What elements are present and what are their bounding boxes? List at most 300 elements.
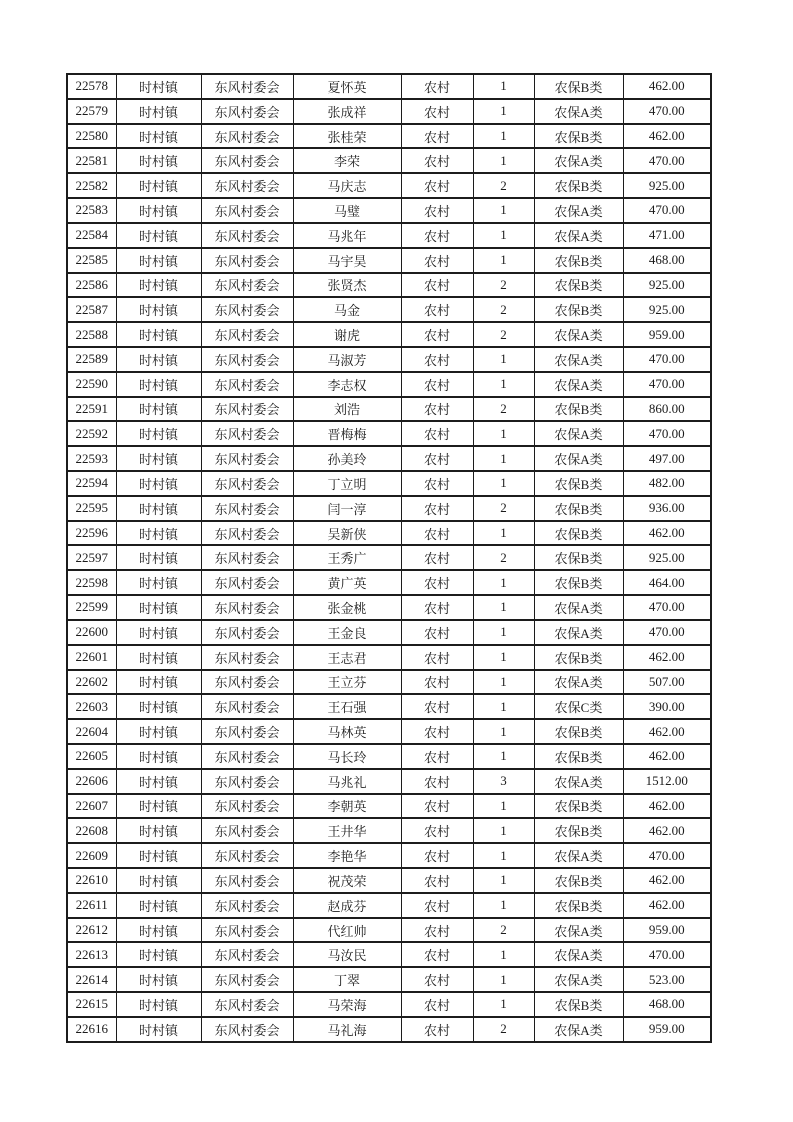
cell-serial-number: 22605 xyxy=(67,744,116,769)
cell-person-name: 马林英 xyxy=(293,719,401,744)
cell-person-count: 1 xyxy=(473,967,534,992)
cell-residence-type: 农村 xyxy=(401,397,473,422)
cell-residence-type: 农村 xyxy=(401,273,473,298)
cell-residence-type: 农村 xyxy=(401,992,473,1017)
cell-person-name: 马璧 xyxy=(293,198,401,223)
cell-town: 时村镇 xyxy=(116,918,201,943)
cell-serial-number: 22597 xyxy=(67,545,116,570)
table-row xyxy=(67,297,711,322)
cell-person-name: 马长玲 xyxy=(293,744,401,769)
cell-serial-number: 22580 xyxy=(67,124,116,149)
cell-insurance-category: 农保B类 xyxy=(534,794,623,819)
table-row xyxy=(67,99,711,124)
cell-insurance-category: 农保B类 xyxy=(534,818,623,843)
cell-person-count: 1 xyxy=(473,570,534,595)
cell-person-count: 1 xyxy=(473,372,534,397)
cell-amount: 462.00 xyxy=(623,74,711,99)
cell-insurance-category: 农保B类 xyxy=(534,521,623,546)
cell-serial-number: 22598 xyxy=(67,570,116,595)
cell-person-count: 1 xyxy=(473,99,534,124)
cell-serial-number: 22582 xyxy=(67,173,116,198)
cell-person-count: 1 xyxy=(473,694,534,719)
cell-residence-type: 农村 xyxy=(401,545,473,570)
cell-serial-number: 22595 xyxy=(67,496,116,521)
table-row xyxy=(67,397,711,422)
cell-amount: 468.00 xyxy=(623,248,711,273)
cell-insurance-category: 农保A类 xyxy=(534,843,623,868)
cell-person-name: 刘浩 xyxy=(293,397,401,422)
cell-town: 时村镇 xyxy=(116,1017,201,1042)
table-row xyxy=(67,967,711,992)
cell-person-count: 2 xyxy=(473,918,534,943)
cell-residence-type: 农村 xyxy=(401,769,473,794)
cell-village-committee: 东风村委会 xyxy=(201,173,293,198)
cell-insurance-category: 农保A类 xyxy=(534,620,623,645)
cell-person-count: 1 xyxy=(473,124,534,149)
cell-residence-type: 农村 xyxy=(401,421,473,446)
table-row xyxy=(67,918,711,943)
cell-serial-number: 22593 xyxy=(67,446,116,471)
cell-residence-type: 农村 xyxy=(401,446,473,471)
cell-person-count: 1 xyxy=(473,248,534,273)
cell-amount: 497.00 xyxy=(623,446,711,471)
table-row xyxy=(67,719,711,744)
cell-person-count: 2 xyxy=(473,1017,534,1042)
cell-person-name: 李荣 xyxy=(293,148,401,173)
cell-serial-number: 22609 xyxy=(67,843,116,868)
cell-insurance-category: 农保B类 xyxy=(534,297,623,322)
cell-amount: 470.00 xyxy=(623,99,711,124)
cell-town: 时村镇 xyxy=(116,818,201,843)
table-row xyxy=(67,818,711,843)
cell-person-count: 1 xyxy=(473,347,534,372)
cell-amount: 925.00 xyxy=(623,173,711,198)
cell-serial-number: 22590 xyxy=(67,372,116,397)
cell-person-name: 王石强 xyxy=(293,694,401,719)
cell-serial-number: 22596 xyxy=(67,521,116,546)
cell-village-committee: 东风村委会 xyxy=(201,570,293,595)
cell-serial-number: 22600 xyxy=(67,620,116,645)
payment-roster-table xyxy=(66,73,712,1043)
cell-amount: 464.00 xyxy=(623,570,711,595)
cell-town: 时村镇 xyxy=(116,992,201,1017)
cell-residence-type: 农村 xyxy=(401,347,473,372)
cell-insurance-category: 农保A类 xyxy=(534,446,623,471)
cell-town: 时村镇 xyxy=(116,322,201,347)
cell-insurance-category: 农保A类 xyxy=(534,347,623,372)
cell-village-committee: 东风村委会 xyxy=(201,620,293,645)
cell-person-count: 1 xyxy=(473,471,534,496)
cell-insurance-category: 农保A类 xyxy=(534,322,623,347)
cell-person-name: 黄广英 xyxy=(293,570,401,595)
cell-person-count: 2 xyxy=(473,273,534,298)
cell-village-committee: 东风村委会 xyxy=(201,992,293,1017)
cell-town: 时村镇 xyxy=(116,74,201,99)
cell-person-name: 马兆年 xyxy=(293,223,401,248)
cell-person-name: 闫一淳 xyxy=(293,496,401,521)
cell-person-name: 王志君 xyxy=(293,645,401,670)
table-row xyxy=(67,570,711,595)
table-row xyxy=(67,794,711,819)
cell-village-committee: 东风村委会 xyxy=(201,694,293,719)
table-row xyxy=(67,769,711,794)
table-row xyxy=(67,124,711,149)
table-row xyxy=(67,868,711,893)
cell-insurance-category: 农保A类 xyxy=(534,99,623,124)
cell-amount: 470.00 xyxy=(623,421,711,446)
cell-town: 时村镇 xyxy=(116,99,201,124)
cell-serial-number: 22603 xyxy=(67,694,116,719)
cell-village-committee: 东风村委会 xyxy=(201,521,293,546)
cell-village-committee: 东风村委会 xyxy=(201,496,293,521)
cell-town: 时村镇 xyxy=(116,868,201,893)
cell-town: 时村镇 xyxy=(116,446,201,471)
cell-residence-type: 农村 xyxy=(401,1017,473,1042)
cell-insurance-category: 农保A类 xyxy=(534,198,623,223)
cell-insurance-category: 农保B类 xyxy=(534,124,623,149)
cell-amount: 471.00 xyxy=(623,223,711,248)
cell-village-committee: 东风村委会 xyxy=(201,124,293,149)
cell-town: 时村镇 xyxy=(116,719,201,744)
cell-serial-number: 22610 xyxy=(67,868,116,893)
cell-village-committee: 东风村委会 xyxy=(201,843,293,868)
cell-insurance-category: 农保A类 xyxy=(534,769,623,794)
cell-person-name: 祝茂荣 xyxy=(293,868,401,893)
cell-village-committee: 东风村委会 xyxy=(201,148,293,173)
cell-town: 时村镇 xyxy=(116,496,201,521)
cell-person-count: 2 xyxy=(473,545,534,570)
cell-amount: 936.00 xyxy=(623,496,711,521)
cell-village-committee: 东风村委会 xyxy=(201,942,293,967)
cell-town: 时村镇 xyxy=(116,124,201,149)
cell-residence-type: 农村 xyxy=(401,620,473,645)
cell-amount: 925.00 xyxy=(623,297,711,322)
cell-amount: 468.00 xyxy=(623,992,711,1017)
cell-person-count: 1 xyxy=(473,421,534,446)
cell-residence-type: 农村 xyxy=(401,570,473,595)
cell-town: 时村镇 xyxy=(116,273,201,298)
cell-serial-number: 22612 xyxy=(67,918,116,943)
cell-insurance-category: 农保B类 xyxy=(534,397,623,422)
cell-person-count: 2 xyxy=(473,297,534,322)
table-row xyxy=(67,198,711,223)
cell-insurance-category: 农保A类 xyxy=(534,1017,623,1042)
cell-village-committee: 东风村委会 xyxy=(201,198,293,223)
cell-insurance-category: 农保B类 xyxy=(534,74,623,99)
cell-insurance-category: 农保B类 xyxy=(534,893,623,918)
cell-residence-type: 农村 xyxy=(401,818,473,843)
cell-amount: 470.00 xyxy=(623,595,711,620)
cell-amount: 523.00 xyxy=(623,967,711,992)
cell-serial-number: 22591 xyxy=(67,397,116,422)
cell-residence-type: 农村 xyxy=(401,843,473,868)
cell-town: 时村镇 xyxy=(116,173,201,198)
cell-residence-type: 农村 xyxy=(401,496,473,521)
cell-insurance-category: 农保A类 xyxy=(534,421,623,446)
cell-person-name: 李艳华 xyxy=(293,843,401,868)
cell-village-committee: 东风村委会 xyxy=(201,967,293,992)
cell-insurance-category: 农保A类 xyxy=(534,223,623,248)
cell-amount: 390.00 xyxy=(623,694,711,719)
cell-amount: 959.00 xyxy=(623,322,711,347)
cell-town: 时村镇 xyxy=(116,372,201,397)
cell-person-count: 2 xyxy=(473,496,534,521)
cell-town: 时村镇 xyxy=(116,198,201,223)
cell-amount: 470.00 xyxy=(623,843,711,868)
table-row xyxy=(67,1017,711,1042)
cell-person-name: 马荣海 xyxy=(293,992,401,1017)
cell-amount: 860.00 xyxy=(623,397,711,422)
table-row xyxy=(67,645,711,670)
cell-town: 时村镇 xyxy=(116,620,201,645)
table-row xyxy=(67,694,711,719)
cell-town: 时村镇 xyxy=(116,645,201,670)
cell-person-count: 1 xyxy=(473,719,534,744)
cell-village-committee: 东风村委会 xyxy=(201,99,293,124)
cell-residence-type: 农村 xyxy=(401,372,473,397)
cell-insurance-category: 农保B类 xyxy=(534,545,623,570)
table-row xyxy=(67,273,711,298)
cell-village-committee: 东风村委会 xyxy=(201,223,293,248)
cell-town: 时村镇 xyxy=(116,794,201,819)
cell-person-count: 1 xyxy=(473,670,534,695)
cell-village-committee: 东风村委会 xyxy=(201,297,293,322)
cell-amount: 470.00 xyxy=(623,372,711,397)
table-row xyxy=(67,446,711,471)
table-body xyxy=(67,74,711,1042)
cell-town: 时村镇 xyxy=(116,148,201,173)
cell-person-count: 1 xyxy=(473,893,534,918)
table-row xyxy=(67,521,711,546)
cell-person-count: 2 xyxy=(473,397,534,422)
cell-serial-number: 22602 xyxy=(67,670,116,695)
cell-town: 时村镇 xyxy=(116,471,201,496)
cell-person-name: 夏怀英 xyxy=(293,74,401,99)
cell-person-count: 1 xyxy=(473,843,534,868)
cell-amount: 470.00 xyxy=(623,942,711,967)
cell-serial-number: 22579 xyxy=(67,99,116,124)
table-row xyxy=(67,322,711,347)
cell-amount: 1512.00 xyxy=(623,769,711,794)
cell-person-name: 马汝民 xyxy=(293,942,401,967)
cell-person-name: 代红帅 xyxy=(293,918,401,943)
cell-residence-type: 农村 xyxy=(401,893,473,918)
cell-person-name: 孙美玲 xyxy=(293,446,401,471)
cell-residence-type: 农村 xyxy=(401,471,473,496)
cell-insurance-category: 农保A类 xyxy=(534,372,623,397)
cell-person-count: 2 xyxy=(473,173,534,198)
cell-town: 时村镇 xyxy=(116,942,201,967)
cell-person-count: 3 xyxy=(473,769,534,794)
cell-person-name: 马庆志 xyxy=(293,173,401,198)
cell-village-committee: 东风村委会 xyxy=(201,818,293,843)
cell-amount: 462.00 xyxy=(623,893,711,918)
cell-serial-number: 22589 xyxy=(67,347,116,372)
cell-town: 时村镇 xyxy=(116,967,201,992)
cell-town: 时村镇 xyxy=(116,670,201,695)
cell-serial-number: 22594 xyxy=(67,471,116,496)
cell-insurance-category: 农保A类 xyxy=(534,918,623,943)
cell-residence-type: 农村 xyxy=(401,942,473,967)
cell-person-count: 1 xyxy=(473,992,534,1017)
table-row xyxy=(67,992,711,1017)
cell-serial-number: 22585 xyxy=(67,248,116,273)
cell-insurance-category: 农保B类 xyxy=(534,719,623,744)
cell-person-name: 吴新侠 xyxy=(293,521,401,546)
cell-person-count: 1 xyxy=(473,74,534,99)
cell-serial-number: 22604 xyxy=(67,719,116,744)
cell-insurance-category: 农保B类 xyxy=(534,173,623,198)
cell-person-count: 1 xyxy=(473,744,534,769)
cell-serial-number: 22587 xyxy=(67,297,116,322)
cell-serial-number: 22588 xyxy=(67,322,116,347)
cell-amount: 925.00 xyxy=(623,273,711,298)
cell-village-committee: 东风村委会 xyxy=(201,421,293,446)
cell-insurance-category: 农保A类 xyxy=(534,595,623,620)
cell-serial-number: 22581 xyxy=(67,148,116,173)
cell-residence-type: 农村 xyxy=(401,124,473,149)
cell-residence-type: 农村 xyxy=(401,297,473,322)
cell-amount: 959.00 xyxy=(623,918,711,943)
cell-person-name: 张桂荣 xyxy=(293,124,401,149)
cell-residence-type: 农村 xyxy=(401,694,473,719)
cell-residence-type: 农村 xyxy=(401,645,473,670)
cell-person-name: 王立芬 xyxy=(293,670,401,695)
cell-town: 时村镇 xyxy=(116,694,201,719)
cell-amount: 507.00 xyxy=(623,670,711,695)
cell-serial-number: 22601 xyxy=(67,645,116,670)
cell-amount: 482.00 xyxy=(623,471,711,496)
cell-person-name: 马兆礼 xyxy=(293,769,401,794)
cell-insurance-category: 农保A类 xyxy=(534,942,623,967)
cell-person-count: 1 xyxy=(473,868,534,893)
cell-person-count: 1 xyxy=(473,942,534,967)
cell-village-committee: 东风村委会 xyxy=(201,248,293,273)
cell-village-committee: 东风村委会 xyxy=(201,397,293,422)
cell-town: 时村镇 xyxy=(116,248,201,273)
cell-residence-type: 农村 xyxy=(401,521,473,546)
cell-residence-type: 农村 xyxy=(401,670,473,695)
cell-residence-type: 农村 xyxy=(401,918,473,943)
cell-insurance-category: 农保B类 xyxy=(534,273,623,298)
cell-insurance-category: 农保B类 xyxy=(534,744,623,769)
table-row xyxy=(67,248,711,273)
cell-person-count: 1 xyxy=(473,148,534,173)
cell-village-committee: 东风村委会 xyxy=(201,645,293,670)
cell-town: 时村镇 xyxy=(116,893,201,918)
cell-serial-number: 22615 xyxy=(67,992,116,1017)
cell-residence-type: 农村 xyxy=(401,99,473,124)
table-row xyxy=(67,496,711,521)
cell-person-count: 1 xyxy=(473,818,534,843)
cell-residence-type: 农村 xyxy=(401,868,473,893)
cell-town: 时村镇 xyxy=(116,421,201,446)
cell-residence-type: 农村 xyxy=(401,223,473,248)
cell-serial-number: 22614 xyxy=(67,967,116,992)
cell-serial-number: 22616 xyxy=(67,1017,116,1042)
cell-village-committee: 东风村委会 xyxy=(201,769,293,794)
cell-insurance-category: 农保B类 xyxy=(534,645,623,670)
cell-serial-number: 22606 xyxy=(67,769,116,794)
cell-village-committee: 东风村委会 xyxy=(201,347,293,372)
cell-person-count: 1 xyxy=(473,645,534,670)
cell-insurance-category: 农保A类 xyxy=(534,148,623,173)
cell-person-name: 张贤杰 xyxy=(293,273,401,298)
cell-serial-number: 22607 xyxy=(67,794,116,819)
cell-person-count: 1 xyxy=(473,595,534,620)
table-row xyxy=(67,148,711,173)
cell-serial-number: 22599 xyxy=(67,595,116,620)
cell-amount: 462.00 xyxy=(623,124,711,149)
cell-serial-number: 22613 xyxy=(67,942,116,967)
cell-insurance-category: 农保B类 xyxy=(534,496,623,521)
cell-person-name: 王井华 xyxy=(293,818,401,843)
cell-person-name: 马宇昊 xyxy=(293,248,401,273)
cell-village-committee: 东风村委会 xyxy=(201,670,293,695)
cell-residence-type: 农村 xyxy=(401,595,473,620)
cell-village-committee: 东风村委会 xyxy=(201,372,293,397)
table-row xyxy=(67,670,711,695)
table-row xyxy=(67,893,711,918)
cell-village-committee: 东风村委会 xyxy=(201,893,293,918)
cell-town: 时村镇 xyxy=(116,397,201,422)
cell-town: 时村镇 xyxy=(116,570,201,595)
cell-insurance-category: 农保C类 xyxy=(534,694,623,719)
cell-serial-number: 22583 xyxy=(67,198,116,223)
cell-serial-number: 22611 xyxy=(67,893,116,918)
cell-serial-number: 22608 xyxy=(67,818,116,843)
cell-amount: 925.00 xyxy=(623,545,711,570)
cell-town: 时村镇 xyxy=(116,545,201,570)
cell-insurance-category: 农保B类 xyxy=(534,868,623,893)
table-row xyxy=(67,620,711,645)
cell-person-name: 丁翠 xyxy=(293,967,401,992)
cell-person-name: 马礼海 xyxy=(293,1017,401,1042)
cell-village-committee: 东风村委会 xyxy=(201,794,293,819)
cell-serial-number: 22592 xyxy=(67,421,116,446)
cell-town: 时村镇 xyxy=(116,769,201,794)
table-row xyxy=(67,843,711,868)
cell-insurance-category: 农保B类 xyxy=(534,992,623,1017)
cell-person-name: 张金桃 xyxy=(293,595,401,620)
cell-village-committee: 东风村委会 xyxy=(201,918,293,943)
cell-person-count: 2 xyxy=(473,322,534,347)
table-row xyxy=(67,347,711,372)
cell-village-committee: 东风村委会 xyxy=(201,719,293,744)
cell-person-count: 1 xyxy=(473,446,534,471)
cell-village-committee: 东风村委会 xyxy=(201,868,293,893)
cell-village-committee: 东风村委会 xyxy=(201,273,293,298)
cell-person-name: 李朝英 xyxy=(293,794,401,819)
cell-residence-type: 农村 xyxy=(401,794,473,819)
cell-village-committee: 东风村委会 xyxy=(201,1017,293,1042)
cell-residence-type: 农村 xyxy=(401,74,473,99)
cell-residence-type: 农村 xyxy=(401,744,473,769)
cell-person-name: 李志权 xyxy=(293,372,401,397)
cell-person-name: 赵成芬 xyxy=(293,893,401,918)
cell-insurance-category: 农保B类 xyxy=(534,570,623,595)
cell-village-committee: 东风村委会 xyxy=(201,471,293,496)
cell-village-committee: 东风村委会 xyxy=(201,446,293,471)
cell-insurance-category: 农保A类 xyxy=(534,967,623,992)
cell-village-committee: 东风村委会 xyxy=(201,322,293,347)
cell-amount: 462.00 xyxy=(623,521,711,546)
cell-amount: 462.00 xyxy=(623,818,711,843)
table-row xyxy=(67,74,711,99)
table-row xyxy=(67,421,711,446)
cell-insurance-category: 农保A类 xyxy=(534,670,623,695)
table-row xyxy=(67,942,711,967)
